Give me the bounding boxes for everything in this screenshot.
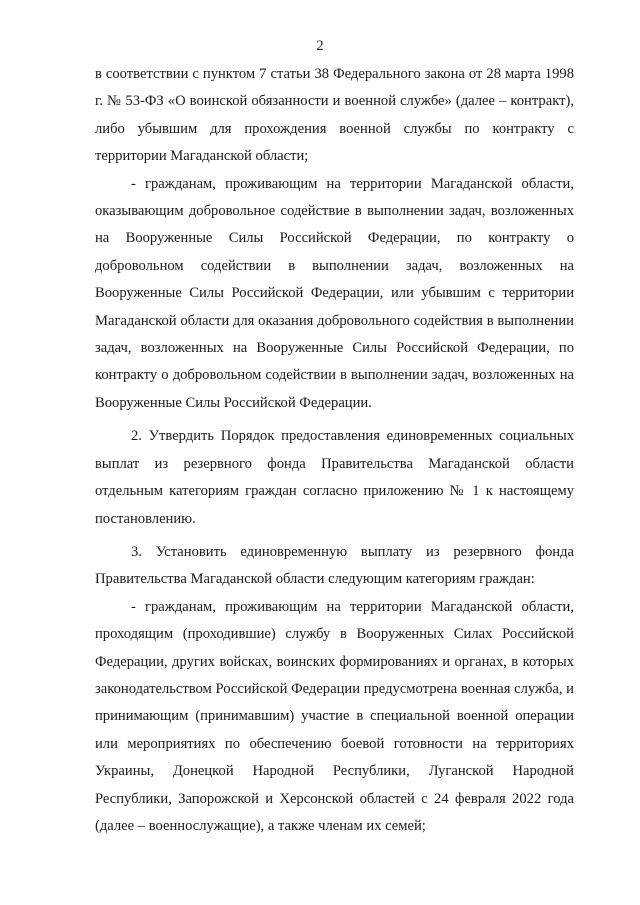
document-body — [95, 61, 574, 840]
paragraph-item-2: 2. Утвердить Порядок предоставления единовременных социальных выплат из резервного фонда Правительства Магаданской области отдельным категориям граждан согласно приложению № 1 к настоящему постановлению. — [95, 428, 574, 527]
paragraph-item-3: 3. Установить единовременную выплату из резервного фонда Правительства Магаданской области следующим категориям граждан: — [95, 543, 574, 588]
paragraph-servicemen: - гражданам, проживающим на территории Магаданской области, проходящим (проходившие) службу в Вооруженных Силах Российской Федерации, других войсках, воинских формированиях и органах, в которых законодательством Российской Федерации предусмотрена военная служба, и принимающим (принимавшим) участие в специальной военной операции или мероприятиях по обеспечению боевой готовности на территориях Украины, Донецкой Народной Республики, Луганской Народной Республики, Запорожской и Херсонской областей с 24 февраля 2022 года (далее – военнослужащие), а также членам их семей; — [95, 598, 574, 834]
paragraph-volunteers: - гражданам, проживающим на территории Магаданской области, оказывающим добровольное содействие в выполнении задач, возложенных на Вооруженные Силы Российской Федерации, по контракту о добровольном содействии в выполнении задач, возложенных на Вооруженные Силы Российской Федерации, или убывшим с территории Магаданской области для оказания добровольного содействия в выполнении задач, возложенных на Вооруженные Силы Российской Федерации, по контракту о добровольном содействии в выполнении задач, возложенных на Вооруженные Силы Российской Федерации. — [95, 175, 574, 411]
page-number: 2 — [316, 38, 324, 54]
paragraph-contract-continuation: в соответствии с пунктом 7 статьи 38 Федерального закона от 28 марта 1998 г. № 53-ФЗ «О воинской обязанности и военной службе» (далее – контракт), либо убывшим для прохождения военной службы по контракту с территории Магаданской области; — [95, 66, 574, 165]
